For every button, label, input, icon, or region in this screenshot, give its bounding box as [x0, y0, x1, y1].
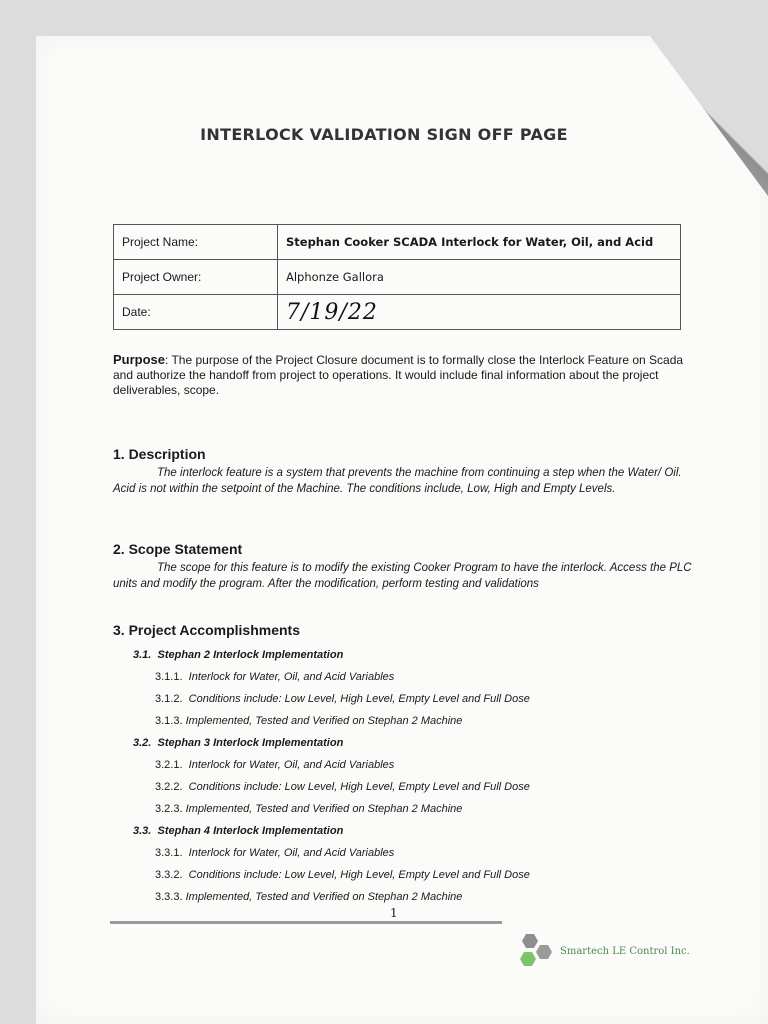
handwritten-date: 7/19/22	[286, 299, 378, 325]
project-info-table	[113, 224, 681, 330]
subsection-number: 3.1.	[133, 649, 152, 661]
scope-body: The scope for this feature is to modify the existing Cooker Program to have the interlock. Access the PLC units and modify the program. After the modification, perform testing and validations	[113, 562, 692, 590]
item-text: Conditions include: Low Level, High Level, Empty Level and Full Dose	[188, 781, 530, 793]
item-number: 3.2.1.	[155, 759, 183, 771]
list-item	[155, 803, 462, 815]
subsection-title: Stephan 3 Interlock Implementation	[157, 737, 344, 749]
table-row	[114, 225, 681, 260]
page-title: INTERLOCK VALIDATION SIGN OFF PAGE	[200, 125, 568, 144]
list-item	[155, 847, 394, 859]
list-item	[155, 693, 530, 705]
project-name-label: Project Name:	[114, 225, 278, 260]
scope-heading: 2. Scope Statement	[113, 541, 243, 557]
company-name: Smartech LE Control Inc.	[560, 946, 690, 957]
list-item	[155, 671, 394, 683]
item-number: 3.3.2.	[155, 869, 183, 881]
subsection-heading	[133, 737, 343, 749]
table-row	[114, 260, 681, 295]
item-number: 3.2.3.	[155, 803, 183, 815]
subsection-number: 3.2.	[133, 737, 152, 749]
table-row	[114, 295, 681, 330]
item-number: 3.2.2.	[155, 781, 183, 793]
item-text: Conditions include: Low Level, High Level, Empty Level and Full Dose	[188, 693, 530, 705]
item-number: 3.3.1.	[155, 847, 183, 859]
date-label: Date:	[114, 295, 278, 330]
item-text: Interlock for Water, Oil, and Acid Variables	[188, 759, 395, 771]
subsection-title: Stephan 2 Interlock Implementation	[157, 649, 344, 661]
footer-rule	[110, 921, 502, 924]
item-text: Implemented, Tested and Verified on Stephan 2 Machine	[185, 803, 463, 815]
item-number: 3.1.1.	[155, 671, 183, 683]
description-heading: 1. Description	[113, 446, 206, 462]
subsection-heading	[133, 649, 343, 661]
item-text: Conditions include: Low Level, High Level, Empty Level and Full Dose	[188, 869, 530, 881]
item-number: 3.1.2.	[155, 693, 183, 705]
item-text: Implemented, Tested and Verified on Stephan 2 Machine	[185, 891, 463, 903]
list-item	[155, 891, 462, 903]
accomplishments-heading: 3. Project Accomplishments	[113, 622, 300, 638]
item-text: Interlock for Water, Oil, and Acid Variables	[188, 671, 395, 683]
purpose-label: Purpose	[113, 352, 166, 367]
company-logo-icon	[514, 932, 556, 976]
subsection-number: 3.3.	[133, 825, 152, 837]
list-item	[155, 715, 462, 727]
date-cell	[278, 295, 681, 330]
subsection-title: Stephan 4 Interlock Implementation	[157, 825, 344, 837]
subsection-heading	[133, 825, 343, 837]
list-item	[155, 869, 530, 881]
description-body: The interlock feature is a system that prevents the machine from continuing a step when the Water/ Oil. Acid is not within the setpoint of the Machine. The conditions include, Low, High and Empty Levels.	[113, 467, 682, 495]
item-number: 3.3.3.	[155, 891, 183, 903]
purpose-text: : The purpose of the Project Closure document is to formally close the Interlock Feature on Scada and authorize the handoff from project to operations. It would include final information about the project deliverables, scope.	[113, 353, 684, 397]
item-number: 3.1.3.	[155, 715, 183, 727]
project-owner-value: Alphonze Gallora	[278, 260, 681, 295]
list-item	[155, 759, 394, 771]
item-text: Interlock for Water, Oil, and Acid Variables	[188, 847, 395, 859]
list-item	[155, 781, 530, 793]
purpose-paragraph	[113, 352, 703, 398]
project-name-value: Stephan Cooker SCADA Interlock for Water, Oil, and Acid	[278, 225, 681, 260]
item-text: Implemented, Tested and Verified on Stephan 2 Machine	[185, 715, 463, 727]
project-owner-label: Project Owner:	[114, 260, 278, 295]
page-number: 1	[390, 906, 398, 920]
